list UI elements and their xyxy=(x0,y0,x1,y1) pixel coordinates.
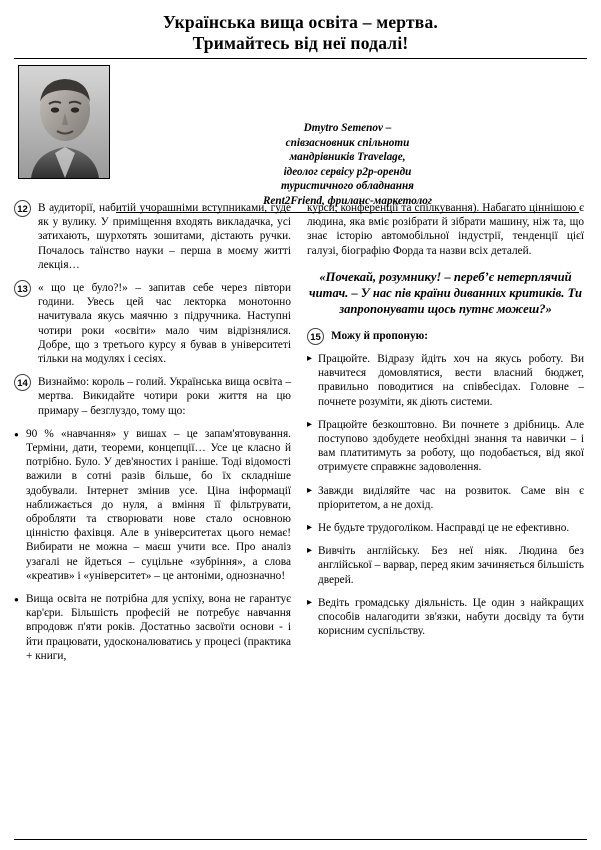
paragraph-text: курси, конференції та спілкування). Набагато ціннішою є людина, яка вміє розібрати й зібрати машину, ніж та, що знає історію автомобільної індустрії, тенденції цієї галузі, біографію Форда та назви всіх деталей. xyxy=(307,202,584,257)
bullet-text: 90 % «навчання» у вишах – це запам'ятовування. Терміни, дати, теореми, концепції… Усе це класно й потрібно. Було. У дев'яностих і раніше. Тоді відомості важили в сотні разів більше, бо їх складніше здобували. Інтернет змінив усе. Ціна інформації наближається до нуля, а вміння її фільтрувати, обробляти та створювати нове стало основною цінністю фахівця. Але в університетах цього немає! Вибирати не можна – маєш учити все. Про аналіз узагалі не йдеться – суцільне «зубріння», а слова «креатив» і «університет» – це антоніми, однозначно! xyxy=(26,427,291,582)
arrow-list-item xyxy=(307,596,584,639)
paragraph-number-badge: 13 xyxy=(14,280,31,297)
arrow-item-text: Працюйте. Відразу йдіть хоч на якусь роботу. Ви навчитеся домовлятися, вести власний бюджет, правильно поводитися на співбесідах. Головне – почнете розуміти, як діють системи. xyxy=(318,353,584,408)
page-title xyxy=(14,12,587,54)
author-bio-line-4: ідеолог сервісу p2p-оренди xyxy=(283,165,412,178)
bullet-paragraph xyxy=(14,592,291,663)
title-line-1: Українська вища освіта – мертва. xyxy=(163,12,438,32)
paragraph-text: « що це було?!» – запитав себе через півтори години. Увесь цей час лекторка монотонно начитувала якусь маячню з підручника. Наступні чотири роки «освіти» мало чим відрізнялися. Добре, що з третього курсу я бував в університеті тільки на модулях і сесіях. xyxy=(38,282,291,366)
paragraph-text: Визнаймо: король – голий. Українська вища освіта – мертва. Викидайте чотири роки життя на цю примару – безглуздо, тому що: xyxy=(38,376,291,417)
arrow-list-item xyxy=(307,544,584,587)
arrow-list-item xyxy=(307,418,584,475)
numbered-paragraph xyxy=(14,201,291,272)
continuation-paragraph xyxy=(307,201,584,258)
right-column xyxy=(307,201,584,835)
numbered-paragraph xyxy=(307,329,584,343)
numbered-paragraph xyxy=(14,375,291,418)
arrow-list-item xyxy=(307,352,584,409)
arrow-item-text: Завжди виділяйте час на розвиток. Саме він є пріоритетом, а не дохід. xyxy=(318,484,584,511)
left-column xyxy=(14,201,291,835)
arrow-item-text: Працюйте безкоштовно. Ви почнете з дрібниць. Але поступово здобудете необхідні знання та навички – і вам платитимуть за роботу, що подобається, від якої отримуєте справжнє задоволення. xyxy=(318,418,584,474)
section-heading: Можу й пропоную: xyxy=(331,329,429,342)
author-bio-line-2: співзасновник спільноти xyxy=(285,136,410,149)
divider-top xyxy=(14,58,587,59)
paragraph-number-badge: 15 xyxy=(307,328,324,345)
numbered-paragraph xyxy=(14,281,291,366)
arrow-list-item xyxy=(307,484,584,512)
bullet-paragraph xyxy=(14,427,291,583)
bullet-text: Вища освіта не потрібна для успіху, вона не гарантує кар'єри. Більшість професій не потребує навчання впродовж п'яти років. Достатньо засвоїти основи - і йти працювати, удосконалюватись у процесі (практика + книги, xyxy=(26,593,291,662)
arrow-item-text: Вивчіть англійську. Без неї ніяк. Людина без англійської – варвар, перед яким зачиняється більшість дверей. xyxy=(318,545,584,586)
divider-bottom xyxy=(14,839,587,840)
paragraph-text: В аудиторії, набитій учорашніми вступниками, гуде як у вулику. У приміщення входять викладачка, усі затихають, шурхотять зошитами, дістають ручки. Почалось таїнство науки – перша в моєму житті лекція… xyxy=(38,202,291,271)
author-bio-line-5: туристичного обладнання xyxy=(281,180,414,192)
author-bio-line-3: мандрівникiв Travelage, xyxy=(289,151,406,163)
author-bio-line-1: Dmytro Semenov – xyxy=(303,122,392,134)
paragraph-number-badge: 14 xyxy=(14,374,31,391)
author-bio-line-6: Rent2Friend, фриланс-маркетолог xyxy=(262,194,433,207)
author-photo xyxy=(18,65,110,179)
arrow-list-item xyxy=(307,521,584,535)
paragraph-number-badge: 12 xyxy=(14,200,31,217)
title-line-2: Тримайтесь від неї подалі! xyxy=(192,33,409,53)
arrow-item-text: Не будьте трудоголіком. Насправді це не ефективно. xyxy=(318,522,570,535)
author-block xyxy=(14,65,587,207)
pull-quote: «Почекай, розумнику! – перебʼє нетерплячий читач. – У нас пів країни диванних критиків. Ти запропонувати щось путнє можеш?» xyxy=(309,269,582,316)
article-body xyxy=(14,201,587,835)
arrow-item-text: Ведіть громадську діяльність. Це один з найкращих способів налагодити зв'язки, набути досвіду та бути корисним суспільству. xyxy=(318,596,584,638)
portrait-photo-icon xyxy=(19,66,109,178)
